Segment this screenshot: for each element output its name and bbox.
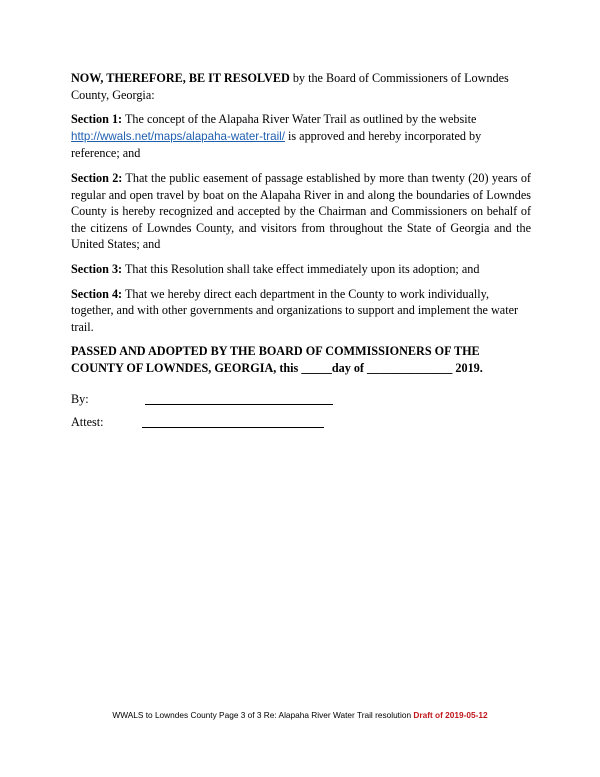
section-2-paragraph bbox=[71, 170, 531, 253]
section-1-text-before: The concept of the Alapaha River Water Trail as outlined by the website bbox=[122, 112, 477, 127]
section-3-label: Section 3: bbox=[71, 261, 123, 276]
resolved-heading: NOW, THEREFORE, BE IT RESOLVED bbox=[71, 71, 290, 85]
by-signature-row bbox=[71, 391, 531, 409]
draft-date: Draft of 2019-05-12 bbox=[413, 710, 488, 720]
passed-adopted-statement: PASSED AND ADOPTED BY THE BOARD OF COMMISSIONERS OF THE COUNTY OF LOWNDES, GEORGIA, this _____day of ______________ 2019. bbox=[71, 344, 483, 375]
section-4-text: That we hereby direct each department in the County to work individually, together, and with other governments and organizations to support and implement the water trail. bbox=[71, 286, 519, 334]
footer-text: WWALS to Lowndes County Page 3 of 3 Re: Alapaha River Water Trail resolution bbox=[112, 710, 414, 720]
section-4-label: Section 4: bbox=[71, 286, 123, 301]
resolution-body bbox=[71, 70, 531, 437]
section-3-paragraph bbox=[71, 261, 531, 278]
section-4-paragraph bbox=[71, 286, 531, 336]
attest-signature-row bbox=[71, 414, 531, 432]
resolved-paragraph bbox=[71, 70, 531, 103]
water-trail-link[interactable]: http://wwals.net/maps/alapaha-water-trail/ bbox=[71, 129, 285, 143]
attest-signature-line bbox=[142, 427, 324, 428]
section-1-label: Section 1: bbox=[71, 112, 123, 127]
by-signature-line bbox=[145, 404, 333, 405]
section-1-text-after: is approved and hereby incorporated by reference; and bbox=[71, 128, 482, 161]
section-2-text: That the public easement of passage established by more than twenty (20) years of regular and open travel by boat on the Alapaha River in and along the boundaries of Lowndes County is hereby recognized and accepted by the Chairman and Commissioners on behalf of the citizens of Lowndes County, and visitors from throughout the State of Georgia and the United States; and bbox=[71, 170, 531, 252]
page-footer bbox=[0, 710, 600, 720]
resolved-text: by the Board of Commissioners of Lowndes County, Georgia: bbox=[71, 71, 509, 102]
section-3-text: That this Resolution shall take effect immediately upon its adoption; and bbox=[122, 261, 480, 276]
by-label: By: bbox=[71, 391, 89, 406]
section-2-label: Section 2: bbox=[71, 170, 123, 185]
attest-label: Attest: bbox=[71, 414, 104, 429]
section-1-paragraph bbox=[71, 111, 531, 162]
